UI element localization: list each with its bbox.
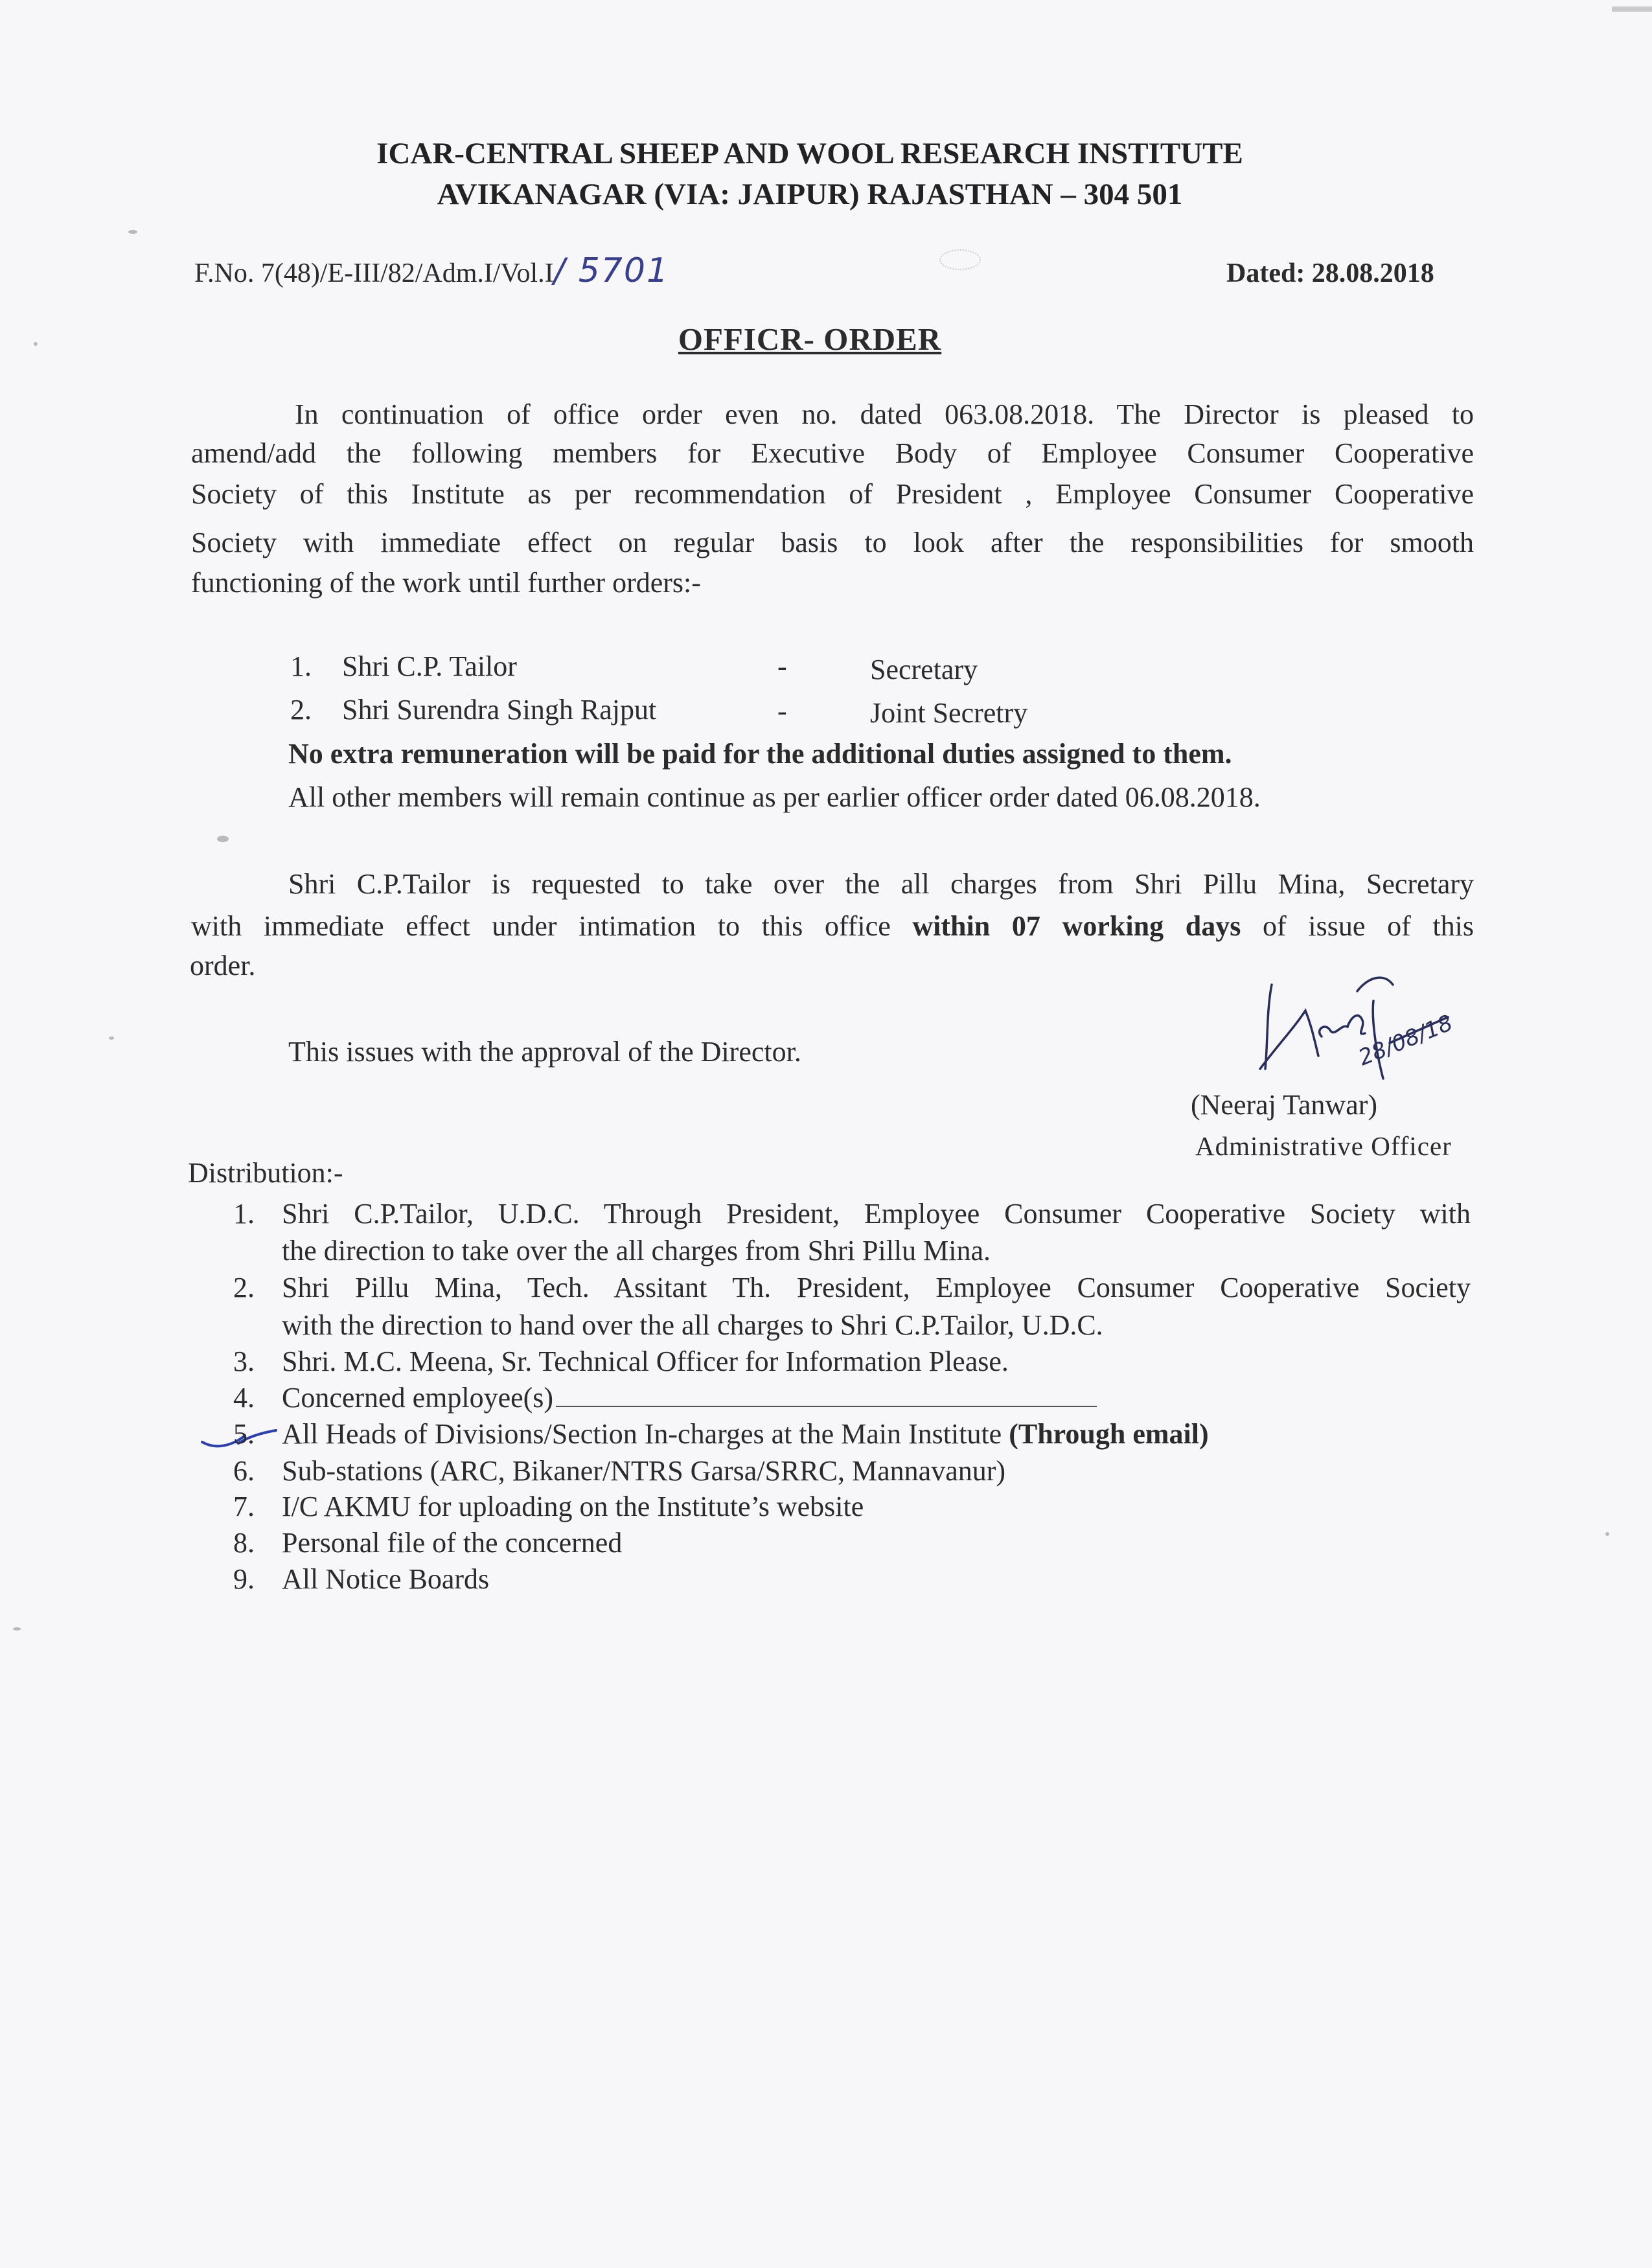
charge-line <box>191 907 1474 946</box>
member-number: 1. <box>290 650 312 682</box>
file-number-handwritten: / 5701 <box>553 251 670 290</box>
member-dash: - <box>777 650 787 682</box>
member-dash: - <box>777 695 787 727</box>
institute-name: ICAR-CENTRAL SHEEP AND WOOL RESEARCH INSTITUTE <box>376 137 1243 170</box>
file-number <box>194 251 669 290</box>
intro-line: Society with immediate effect on regular basis to look after the responsibilities for smooth <box>191 527 1474 558</box>
intro-line: functioning of the work until further orders:- <box>191 567 701 599</box>
intro-line: amend/add the following members for Executive Body of Employee Consumer Cooperative <box>191 437 1474 469</box>
distribution-number: 7. <box>233 1491 255 1522</box>
approval-line: This issues with the approval of the Director. <box>288 1036 801 1068</box>
remuneration-note: No extra remuneration will be paid for the additional duties assigned to them. <box>288 738 1232 770</box>
signature-stroke <box>1357 978 1393 991</box>
charge-line-part: of issue of this <box>1263 910 1474 942</box>
distribution-line <box>282 1381 1097 1414</box>
page-edge-mark <box>1612 6 1652 12</box>
signature-stroke <box>1320 1016 1365 1037</box>
intro-line: In continuation of office order even no. dated 063.08.2018. The Director is pleased to <box>295 398 1474 430</box>
scan-speck <box>939 249 981 270</box>
distribution-heading: Distribution:- <box>188 1157 343 1189</box>
blank-fill-line <box>556 1404 1097 1407</box>
institute-address: AVIKANAGAR (VIA: JAIPUR) RAJASTHAN – 304 501 <box>437 178 1183 211</box>
distribution-line: Shri. M.C. Meena, Sr. Technical Officer for Information Please. <box>282 1346 1009 1377</box>
continue-note: All other members will remain continue as per earlier officer order dated 06.08.2018. <box>288 781 1261 813</box>
distribution-number: 4. <box>233 1382 255 1414</box>
order-date: Dated: 28.08.2018 <box>1226 258 1434 288</box>
distribution-number: 3. <box>233 1346 255 1377</box>
member-number: 2. <box>290 694 312 726</box>
distribution-line-text: Concerned employee(s) <box>282 1382 554 1414</box>
distribution-number: 1. <box>233 1198 255 1230</box>
distribution-line: Shri C.P.Tailor, U.D.C. Through President, Employee Consumer Cooperative Society with <box>282 1198 1471 1230</box>
distribution-line <box>282 1417 1209 1450</box>
member-name: Shri C.P. Tailor <box>342 650 517 682</box>
distribution-number: 8. <box>233 1527 255 1559</box>
scan-speck <box>109 1037 114 1040</box>
signatory-designation: Administrative Officer <box>1195 1131 1452 1161</box>
signature-image <box>1254 965 1474 1095</box>
member-role: Secretary <box>870 654 978 685</box>
distribution-line: with the direction to hand over the all charges to Shri C.P.Tailor, U.D.C. <box>282 1309 1103 1341</box>
distribution-email-note: (Through email) <box>1009 1418 1209 1450</box>
charge-line: order. <box>190 950 256 981</box>
distribution-line: All Notice Boards <box>282 1563 490 1595</box>
distribution-line: Personal file of the concerned <box>282 1527 623 1559</box>
distribution-number: 9. <box>233 1563 255 1595</box>
member-name: Shri Surendra Singh Rajput <box>342 694 657 726</box>
intro-line: Society of this Institute as per recommendation of President , Employee Consumer Cooperative <box>191 478 1474 510</box>
scan-speck <box>128 230 137 234</box>
distribution-line: Shri Pillu Mina, Tech. Assitant Th. President, Employee Consumer Cooperative Society <box>282 1272 1471 1303</box>
signature-date: 28/08/18 <box>1355 1010 1456 1071</box>
distribution-line: I/C AKMU for uploading on the Institute’s website <box>282 1491 864 1522</box>
file-number-text: F.No. 7(48)/E-III/82/Adm.I/Vol.I <box>194 258 554 288</box>
charge-deadline: within 07 working days <box>912 910 1241 942</box>
distribution-line-text: All Heads of Divisions/Section In-charges at the Main Institute <box>282 1418 1002 1450</box>
charge-line-part: with immediate effect under intimation to this office <box>191 910 891 942</box>
member-role: Joint Secretry <box>870 697 1028 729</box>
signatory-name: (Neeraj Tanwar) <box>1191 1089 1378 1121</box>
page-title: OFFICR- ORDER <box>678 321 942 357</box>
distribution-number: 2. <box>233 1272 255 1303</box>
scan-speck <box>1605 1532 1609 1536</box>
distribution-line: Sub-stations (ARC, Bikaner/NTRS Garsa/SRRC, Mannavanur) <box>282 1455 1006 1487</box>
scan-speck <box>217 836 229 842</box>
charge-line: Shri C.P.Tailor is requested to take over the all charges from Shri Pillu Mina, Secretary <box>288 868 1474 900</box>
distribution-line: the direction to take over the all charges from Shri Pillu Mina. <box>282 1235 991 1266</box>
distribution-number: 5. <box>233 1418 255 1450</box>
distribution-number: 6. <box>233 1455 255 1487</box>
scan-speck <box>13 1627 21 1631</box>
